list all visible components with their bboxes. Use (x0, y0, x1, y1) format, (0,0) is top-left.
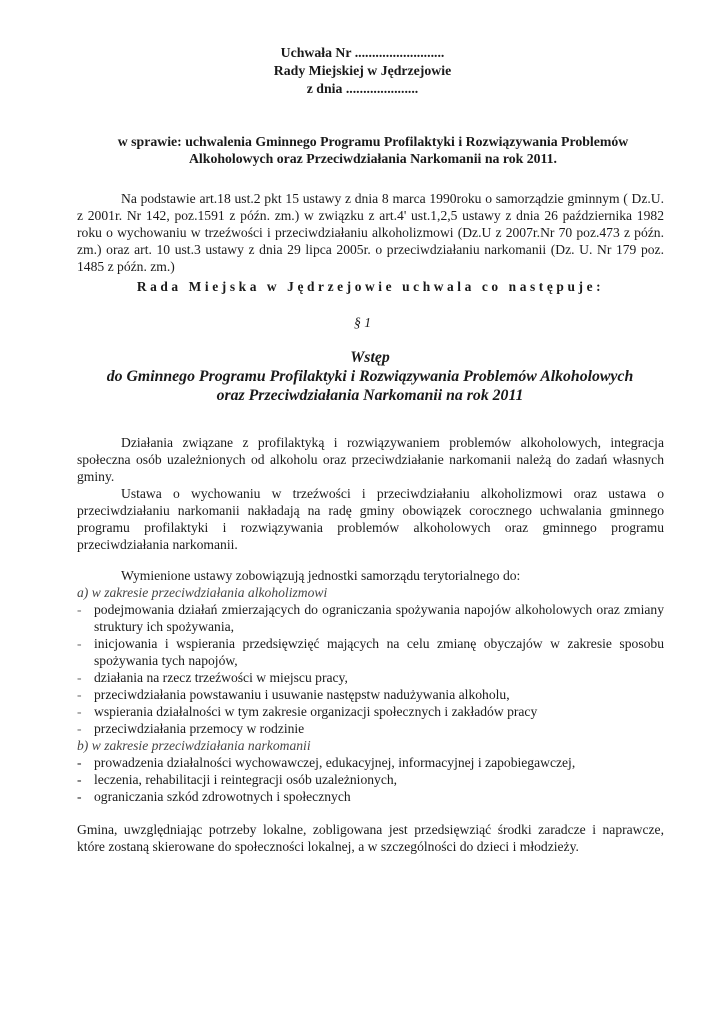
paragraph-2 (77, 485, 664, 553)
list-item: - podejmowania działań zmierzających do ograniczania spożywania napojów alkoholowych oraz zmiany struktury ich spożywania, (77, 602, 664, 634)
category-a-label: a) w zakresie przeciwdziałania alkoholizmowi (77, 585, 328, 600)
resolution-number: Uchwała Nr .......................... (280, 45, 445, 60)
dash-bullet: - (77, 721, 82, 736)
council-resolves: Rada Miejska w Jędrzejowie uchwala co następuje: (136, 279, 605, 294)
dash-bullet: - (77, 772, 82, 787)
council-name: Rady Miejskiej w Jędrzejowie (273, 63, 452, 78)
list-item: - przeciwdziałania przemocy w rodzinie (77, 721, 305, 736)
obligations-section (77, 567, 664, 805)
list-item: - prowadzenia działalności wychowawczej, edukacyjnej, informacyjnej i zapobiegawczej, (77, 755, 576, 770)
list-item: - przeciwdziałania powstawaniu i usuwanie następstw nadużywania alkoholu, (77, 687, 510, 702)
legal-basis-text: Na podstawie art.18 ust.2 pkt 15 ustawy z dnia 8 marca 1990roku o samorządzie gminnym ( Dz.U. z 2001r. Nr 142, poz.1591 z późn. zm.) w związku z art.4' ust.1,2,5 ustawy z dnia 26 października 1982 roku o wychowaniu w trzeźwości i przeciwdziałaniu alkoholizmowi (Dz.U z 2007r.Nr 70 poz.473 z późn. zm.) oraz art. 10 ust.3 ustawy z dnia 29 lipca 2005r. o przeciwdziałaniu narkomanii (Dz. U. Nr 179 poz. 1485 z późn. zm.) (77, 191, 664, 274)
dash-bullet: - (77, 687, 82, 702)
obligations-intro: Wymienione ustawy zobowiązują jednostki samorządu terytorialnego do: (121, 568, 521, 583)
category-b-list (77, 754, 664, 805)
list-item: - wspierania działalności w tym zakresie organizacji społecznych i zakładów pracy (77, 704, 538, 719)
paragraph-2-text: Ustawa o wychowaniu w trzeźwości i przeciwdziałaniu alkoholizmowi oraz ustawa o przeciwdziałaniu narkomanii nakładają na radę gminy obowiązek corocznego uchwalania gminnego programu profilaktyki i rozwiązywania problemów alkoholowych oraz gminnego programu przeciwdziałania narkomanii. (77, 486, 664, 552)
heading-line-3: oraz Przeciwdziałania Narkomanii na rok 2011 (216, 387, 524, 404)
paragraph-1 (77, 434, 664, 485)
dash-bullet: - (77, 602, 82, 617)
closing-paragraph (77, 821, 664, 855)
heading-line-2: do Gminnego Programu Profilaktyki i Rozwiązywania Problemów Alkoholowych (106, 368, 634, 385)
list-item: - ograniczania szkód zdrowotnych i społecznych (77, 789, 351, 804)
section-heading (60, 348, 680, 405)
heading-title: Wstęp (350, 349, 390, 366)
dash-bullet: - (77, 670, 82, 685)
legal-basis (77, 190, 664, 275)
dash-bullet: - (77, 704, 82, 719)
resolution-subject: w sprawie: uchwalenia Gminnego Programu Profilaktyki i Rozwiązywania Problemów Alkoholowych oraz Przeciwdziałania Narkomanii na rok 2011. (117, 134, 629, 166)
closing-text: Gmina, uwzględniając potrzeby lokalne, zobligowana jest przedsięwziąć środki zaradcze i naprawcze, które zostaną skierowane do społeczności lokalnej, a w szczególności do dzieci i młodzieży. (77, 822, 664, 854)
resolution-date: z dnia ..................... (306, 81, 419, 96)
dash-bullet: - (77, 755, 82, 770)
dash-bullet: - (77, 636, 82, 651)
paragraph-1-text: Działania związane z profilaktyką i rozwiązywaniem problemów alkoholowych, integracja społeczna osób uzależnionych od alkoholu oraz przeciwdziałanie narkomanii należą do zadań własnych gminy. (77, 435, 664, 484)
list-item: - leczenia, rehabilitacji i reintegracji osób uzależnionych, (77, 772, 398, 787)
dash-bullet: - (77, 789, 82, 804)
category-b-label: b) w zakresie przeciwdziałania narkomanii (77, 738, 311, 753)
category-a-list (77, 601, 664, 737)
section-marker: § 1 (354, 315, 371, 330)
resolution-header (0, 44, 725, 98)
list-item: - inicjowania i wspierania przedsięwzięć mających na celu zmianę obyczajów w zakresie sposobu spożywania tych napojów, (77, 636, 664, 668)
list-item: - działania na rzecz trzeźwości w miejscu pracy, (77, 670, 348, 685)
